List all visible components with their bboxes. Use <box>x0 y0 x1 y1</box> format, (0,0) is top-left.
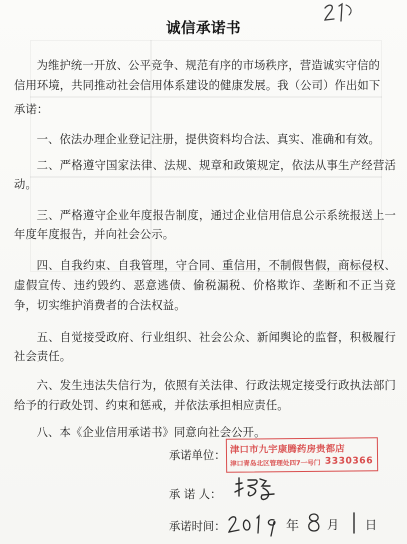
document-title: 诚信承诺书 <box>166 21 241 37</box>
clause-5: 五、自觉接受政府、行业组织、社会公众、新闻舆论的监督，积极履行社会责任。 <box>14 331 396 363</box>
date-day-char: 日 <box>365 518 378 532</box>
clause-6: 六、发生违法失信行为，依照有关法律、行政法规定接受行政执法部门给予的行政处罚、约束和惩戒，并依法承担相应责任。 <box>14 379 396 412</box>
clause-4: 四、自我约束、自我管理，守合同、重信用，不制假售假，商标侵权、虚假宣传、违约毁约、恶意逃债、偷税漏税、价格欺诈、垄断和不正当竞争，切实维护消费者的合法权益。 <box>14 259 396 312</box>
seal-company-name: 津口市九宇康腾药房贵都店 <box>229 443 345 456</box>
handwritten-day-icon <box>346 508 362 538</box>
signature-person-label: 承 诺 人： <box>169 488 222 501</box>
preamble-line-1: 为维护统一开放、公平竞争、规范有序的市场秩序，营造诚实守信的 <box>36 59 381 72</box>
handwritten-month-icon <box>302 508 326 538</box>
signature-time-label: 承诺时间： <box>169 520 226 533</box>
company-seal <box>226 437 378 473</box>
clause-8: 八、本《企业信用承诺书》同意向社会公开。 <box>36 426 266 439</box>
date-month-char: 月 <box>327 518 340 532</box>
seal-address: 津口青岛北区管理处四7一号门 <box>230 458 321 468</box>
clause-1: 一、依法办理企业登记注册，提供资料均合法、真实、准确和有效。 <box>36 133 381 146</box>
clause-2: 二、严格遵守国家法律、法规、规章和政策规定，依法从事生产经营活动。 <box>14 159 396 191</box>
seal-phone: 3330366 <box>324 455 374 467</box>
date-year-char: 年 <box>286 519 300 534</box>
handwritten-date-icon <box>226 508 286 538</box>
preamble-line-2: 信用环境，共同推动社会信用体系建设的健康发展。我（公司）作出如下 <box>14 79 381 92</box>
clause-3: 三、严格遵守企业年度报告制度，通过企业信用信息公示系统报送上一年度年度报告，并向社会公示。 <box>14 209 396 241</box>
handwritten-signature-icon <box>232 474 280 504</box>
preamble-line-3: 承诺： <box>14 103 49 116</box>
show-through-grid-line <box>30 96 382 98</box>
signature-unit-label: 承诺单位： <box>169 449 226 462</box>
